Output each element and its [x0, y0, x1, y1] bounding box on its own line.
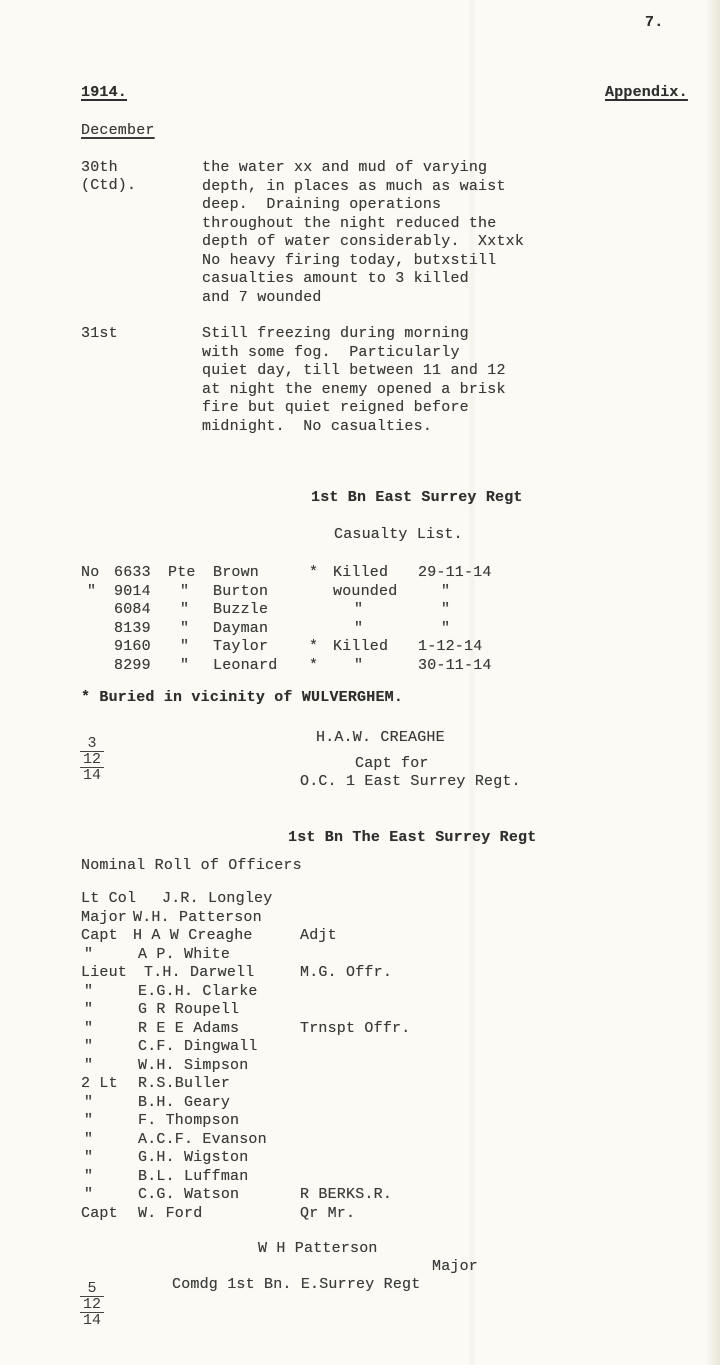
signature-unit: Comdg 1st Bn. E.Surrey Regt	[172, 1276, 421, 1293]
casualty-footnote: * Buried in vicinity of WULVERGHEM.	[81, 689, 404, 706]
entry-line: Still freezing during morning	[202, 325, 469, 342]
officer-name: A P. White	[138, 945, 231, 963]
date-year: 14	[80, 1312, 104, 1328]
officer-role: M.G. Offr.	[300, 964, 393, 981]
officer-rank: Lt Col	[81, 890, 137, 907]
officer-rank: "	[84, 1167, 94, 1185]
officer-name: C.F. Dingwall	[138, 1038, 258, 1055]
row-status: wounded	[333, 582, 398, 600]
row-rank: "	[180, 582, 190, 600]
officer-rank: Capt	[81, 927, 118, 944]
entry-line: the water xx and mud of varying	[202, 159, 488, 176]
row-date: 30-11-14	[418, 656, 492, 674]
row-rank: "	[180, 619, 190, 637]
row-status: Killed	[333, 564, 389, 581]
officer-rank: "	[84, 1019, 94, 1037]
entry-line: fire but quiet reigned before	[202, 399, 469, 416]
row-name: Taylor	[213, 638, 269, 655]
entry-line: casualties amount to 3 killed	[202, 270, 469, 287]
signature-date-fraction	[80, 736, 104, 783]
row-rank: Pte	[168, 564, 196, 581]
date-day: 5	[87, 1280, 97, 1297]
row-status: "	[354, 619, 364, 637]
officer-role: Qr Mr.	[300, 1204, 356, 1222]
officer-name: B.H. Geary	[138, 1093, 231, 1111]
row-number: 9160	[114, 638, 151, 655]
officer-name: W. Ford	[138, 1204, 203, 1222]
officers-roll-title: Nominal Roll of Officers	[81, 857, 302, 874]
officer-name: J.R. Longley	[162, 890, 273, 907]
row-date: 29-11-14	[418, 564, 492, 581]
header-year: 1914.	[81, 84, 128, 101]
officer-name: W.H. Simpson	[138, 1056, 249, 1074]
entry-line: deep. Draining operations	[202, 196, 442, 213]
row-name: Buzzle	[213, 601, 269, 618]
casualty-unit-heading: 1st Bn East Surrey Regt	[311, 489, 523, 506]
row-name: Leonard	[213, 656, 278, 674]
signature-unit: O.C. 1 East Surrey Regt.	[300, 773, 521, 790]
date-month: 12	[80, 1296, 104, 1312]
officer-name: G.H. Wigston	[138, 1149, 249, 1166]
officer-name: T.H. Darwell	[144, 964, 255, 981]
row-status: Killed	[333, 638, 389, 655]
officer-name: G R Roupell	[138, 1001, 240, 1018]
officer-name: C.G. Watson	[138, 1186, 240, 1203]
row-number: 6633	[114, 564, 151, 581]
entry-line: and 7 wounded	[202, 288, 322, 306]
row-date: "	[441, 601, 451, 618]
officer-rank: Major	[81, 908, 128, 926]
officer-name: B.L. Luffman	[138, 1167, 249, 1185]
officer-rank: "	[84, 1038, 94, 1055]
row-name: Burton	[213, 582, 269, 600]
signature-title: Capt for	[355, 755, 429, 772]
row-mark: *	[309, 656, 319, 674]
date-day: 3	[87, 735, 97, 752]
row-date: "	[441, 582, 451, 600]
page-number: 7.	[645, 14, 664, 31]
officer-rank: "	[84, 1001, 94, 1018]
signature-name: H.A.W. CREAGHE	[316, 729, 445, 746]
entry-line: with some fog. Particularly	[202, 343, 460, 361]
officer-name: H A W Creaghe	[133, 927, 253, 944]
casualty-list-title: Casualty List.	[334, 526, 463, 543]
officer-name: R.S.Buller	[138, 1075, 231, 1092]
date-year: 14	[80, 767, 104, 783]
entry-date: 31st	[81, 325, 118, 342]
row-rank: "	[180, 601, 190, 618]
officer-rank: "	[84, 1056, 94, 1074]
entry-date: 30th	[81, 159, 118, 176]
header-month: December	[81, 122, 155, 139]
row-number: 8139	[114, 619, 151, 637]
officer-name: W.H. Patterson	[133, 908, 262, 926]
row-name: Brown	[213, 564, 260, 581]
row-rank: "	[180, 638, 190, 655]
officer-rank: Capt	[81, 1204, 118, 1222]
entry-date-note: (Ctd).	[81, 177, 137, 194]
officer-rank: "	[84, 1093, 94, 1111]
row-number: 6084	[114, 601, 151, 618]
row-number: 8299	[114, 656, 151, 674]
officer-name: E.G.H. Clarke	[138, 982, 258, 1000]
entry-line: midnight. No casualties.	[202, 417, 433, 435]
row-rank: "	[180, 656, 190, 674]
officer-role: Adjt	[300, 927, 337, 944]
row-prefix: No	[81, 564, 100, 581]
entry-line: No heavy firing today, butxstill	[202, 251, 497, 269]
entry-line: depth, in places as much as waist	[202, 177, 506, 195]
entry-line: at night the enemy opened a brisk	[202, 380, 506, 398]
header-appendix: Appendix.	[605, 84, 688, 101]
row-date: "	[441, 619, 451, 637]
entry-line: throughout the night reduced the	[202, 214, 497, 232]
officer-role: Trnspt Offr.	[300, 1019, 411, 1037]
officer-name: A.C.F. Evanson	[138, 1130, 267, 1148]
entry-line: quiet day, till between 11 and 12	[202, 362, 506, 379]
officer-rank: "	[84, 1186, 94, 1203]
officer-rank: "	[84, 982, 94, 1000]
date-month: 12	[80, 751, 104, 767]
row-prefix: "	[87, 582, 97, 600]
officer-rank: "	[84, 1149, 94, 1166]
row-number: 9014	[114, 582, 151, 600]
officer-rank: "	[84, 945, 94, 963]
row-mark: *	[309, 564, 319, 581]
signature-title: Major	[432, 1258, 479, 1275]
row-status: "	[354, 656, 364, 674]
officer-name: R E E Adams	[138, 1019, 240, 1037]
signature-name: W H Patterson	[258, 1240, 378, 1257]
officer-rank: "	[84, 1112, 94, 1129]
officer-role: R BERKS.R.	[300, 1186, 393, 1203]
row-name: Dayman	[213, 619, 269, 637]
officer-name: F. Thompson	[138, 1112, 240, 1129]
row-date: 1-12-14	[418, 638, 483, 655]
row-status: "	[354, 601, 364, 618]
signature-date-fraction	[80, 1281, 104, 1328]
officer-rank: "	[84, 1130, 94, 1148]
row-mark: *	[309, 638, 319, 655]
officers-unit-heading: 1st Bn The East Surrey Regt	[288, 829, 537, 846]
officer-rank: Lieut	[81, 964, 128, 981]
officer-rank: 2 Lt	[81, 1075, 118, 1092]
entry-line: depth of water considerably. Xxtxk	[202, 233, 525, 250]
